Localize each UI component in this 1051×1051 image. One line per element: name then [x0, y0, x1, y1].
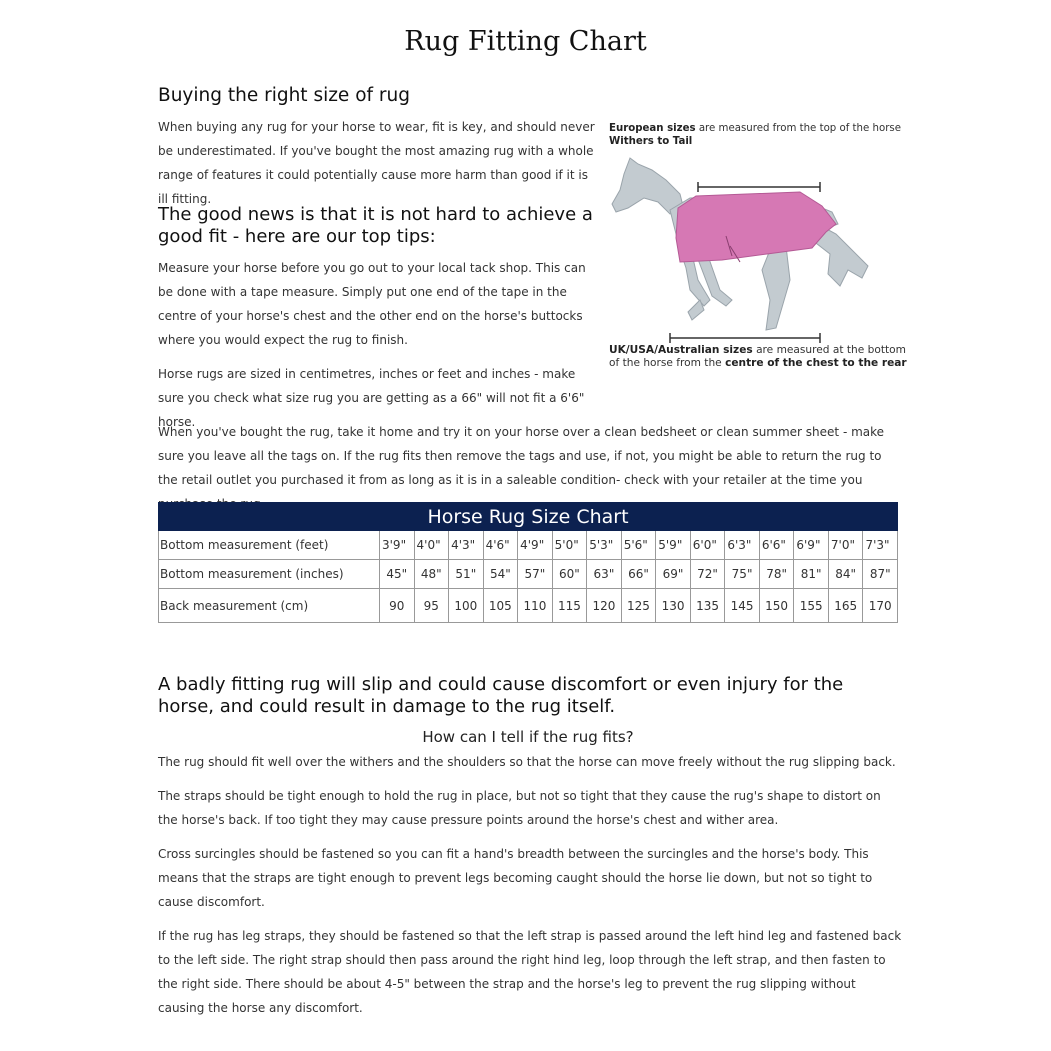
size-cell: 6'9": [794, 531, 829, 560]
size-cell: 115: [552, 589, 587, 623]
size-cell: 69": [656, 560, 691, 589]
size-cell: 4'6": [483, 531, 518, 560]
fit-tips: [158, 750, 903, 1030]
fit-tip-surcingles: Cross surcingles should be fastened so you can fit a hand's breadth between the surcingles and the horse's body. This means that the straps are tight enough to prevent legs becoming caught should the horse lie down, but not so tight to cause discomfort.: [158, 847, 873, 909]
size-cell: 72": [690, 560, 725, 589]
size-cell: 125: [621, 589, 656, 623]
size-cell: 60": [552, 560, 587, 589]
size-cell: 66": [621, 560, 656, 589]
section-heading-tips: The good news is that it is not hard to achieve a good fit - here are our top tips:: [158, 204, 593, 247]
size-row-label: Bottom measurement (inches): [159, 560, 380, 589]
size-cell: 130: [656, 589, 691, 623]
paragraph-buying: When buying any rug for your horse to wear, fit is key, and should never be underestimated. If you've bought the most amazing rug with a whole range of features it could potentially cause more harm than good if it is ill fitting.: [158, 120, 595, 206]
size-cell: 57": [518, 560, 553, 589]
page-title: Rug Fitting Chart: [404, 26, 647, 57]
diagram-top-caption: [609, 122, 909, 148]
size-cell: 4'3": [449, 531, 484, 560]
diagram-bottom-caption: [609, 344, 909, 370]
size-cell: 6'0": [690, 531, 725, 560]
size-cell: 63": [587, 560, 622, 589]
size-cell: 95: [414, 589, 449, 623]
size-cell: 7'3": [863, 531, 898, 560]
size-cell: 78": [759, 560, 794, 589]
withers-to-tail-label: Withers to Tail: [609, 136, 693, 147]
uk-sizes-text-line2: of the horse from the: [609, 357, 726, 369]
size-cell: 135: [690, 589, 725, 623]
size-cell: 6'3": [725, 531, 760, 560]
size-cell: 75": [725, 560, 760, 589]
size-row-label: Bottom measurement (feet): [159, 531, 380, 560]
subheading-rug-fits: How can I tell if the rug fits?: [422, 728, 634, 746]
centre-chest-rear-label: centre of the chest to the rear: [725, 357, 907, 369]
size-cell: 7'0": [828, 531, 863, 560]
size-cell: 5'0": [552, 531, 587, 560]
horse-rug-diagram: [600, 150, 900, 345]
size-row-feet: [159, 531, 898, 560]
size-cell: 105: [483, 589, 518, 623]
size-cell: 54": [483, 560, 518, 589]
size-cell: 5'3": [587, 531, 622, 560]
size-cell: 170: [863, 589, 898, 623]
size-cell: 3'9": [380, 531, 415, 560]
fit-tip-leg-straps: If the rug has leg straps, they should be fastened so that the left strap is passed around the left hind leg and fastened back to the left side. The right strap should then pass around the right hind leg, loop through the left strap, and then fasten to the right side. There should be about 4-5" between the strap and the horse's leg to prevent the rug slipping without causing the horse any discomfort.: [158, 929, 902, 1015]
horse-rug: [676, 192, 836, 262]
size-cell: 5'9": [656, 531, 691, 560]
size-cell: 4'9": [518, 531, 553, 560]
size-cell: 81": [794, 560, 829, 589]
size-chart-table: [158, 502, 898, 623]
size-cell: 6'6": [759, 531, 794, 560]
size-cell: 100: [449, 589, 484, 623]
size-cell: 110: [518, 589, 553, 623]
european-sizes-label: European sizes: [609, 123, 696, 134]
section-heading-badly-fitting: A badly fitting rug will slip and could cause discomfort or even injury for the horse, and could result in damage to the rug itself.: [158, 674, 844, 717]
fit-tip-straps: The straps should be tight enough to hold the rug in place, but not so tight that they cause the rug's shape to distort on the horse's back. If too tight they may cause pressure points around the horse's chest and wither area.: [158, 789, 881, 827]
section-heading-buying: Buying the right size of rug: [158, 85, 410, 106]
top-measure-line: [698, 182, 820, 192]
size-cell: 48": [414, 560, 449, 589]
size-cell: 84": [828, 560, 863, 589]
uk-sizes-text: are measured at the bottom: [752, 344, 906, 356]
european-sizes-text: are measured from the top of the horse: [695, 123, 901, 134]
paragraph-sizes: Horse rugs are sized in centimetres, inches or feet and inches - make sure you check what size rug you are getting as a 66" will not fit a 6'6" horse.: [158, 367, 585, 429]
size-cell: 87": [863, 560, 898, 589]
size-row-cm: [159, 589, 898, 623]
size-cell: 145: [725, 589, 760, 623]
size-cell: 120: [587, 589, 622, 623]
size-cell: 155: [794, 589, 829, 623]
paragraph-try-on: When you've bought the rug, take it home and try it on your horse over a clean bedsheet or clean summer sheet - make sure you leave all the tags on. If the rug fits then remove the tags and use, if not, you might be able to return the rug to the retail outlet you purchased it from as long as it is in a saleable condition- check with your retailer at the time you: [158, 425, 885, 487]
fit-tip-withers: The rug should fit well over the withers and the shoulders so that the horse can move freely without the rug slipping back.: [158, 755, 896, 769]
size-row-label: Back measurement (cm): [159, 589, 380, 623]
size-row-inches: [159, 560, 898, 589]
size-cell: 90: [380, 589, 415, 623]
bottom-measure-line: [670, 333, 820, 343]
size-cell: 4'0": [414, 531, 449, 560]
paragraph-measure: Measure your horse before you go out to your local tack shop. This can be done with a tape measure. Simply put one end of the tape in the centre of your horse's chest and the other end on the horse's buttocks where you would expect the rug to finish.: [158, 261, 586, 347]
size-cell: 5'6": [621, 531, 656, 560]
uk-sizes-label: UK/USA/Australian sizes: [609, 344, 753, 356]
size-cell: 45": [380, 560, 415, 589]
size-cell: 165: [828, 589, 863, 623]
size-cell: 51": [449, 560, 484, 589]
size-chart-title: Horse Rug Size Chart: [159, 503, 898, 531]
size-cell: 150: [759, 589, 794, 623]
